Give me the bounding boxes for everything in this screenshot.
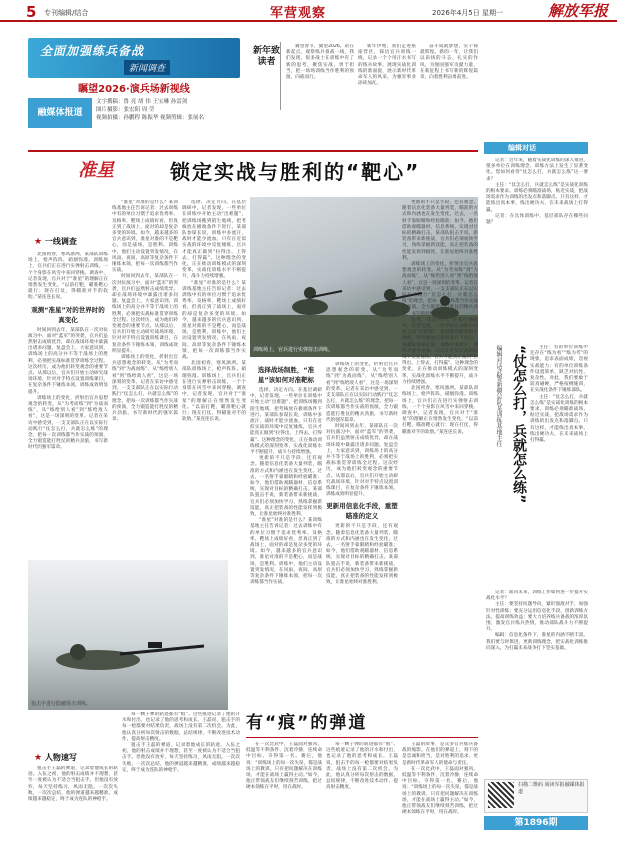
portrait-col-5: 王磊的故事，是众多官兵练兵备战的缩影。在他们的弹道上，刻下的是忠诚和担当，是对胜利的追求，更是新时代革命军人的使命与责任。 在一次比武中，王磊面对强风、低温等不利条件，沉着冷静，连续命中目标，夺得第一名。赛后，他说：“训练场上的每一次失误，都是战场上的教训。只有把问题解决在训练场，才能在战场上赢得主动。”如今，他正带领战友们继续刻苦训练，把过硬本领练在平时，用在战时。 bbox=[402, 742, 478, 816]
section-label: 专刊编辑/结合 bbox=[44, 9, 89, 17]
subhead-update: 更新用信息化手段，重塑瞄准的定义 bbox=[326, 502, 398, 521]
article-col-6: 更新的不只是手段，还有观念。随着信息化装备大量列装，瞄准的方式和内涵也在发生变化。过去，一名射手靠眼睛和经验瞄准；如今，他们借助观瞄器材、信息系统，实现对目标的精确打击。某部队狙击手说，新装备带来新挑战，官兵们必须加快学习，熟练掌握新技能，真正把装备的性能发挥到极致，让准星始终对准胜利。 训练场上的变化，折射出官兵思想观念的转变。从“为考而练”到“为战而练”，从“练给别人看”到“练给敌人看”，这是一场深刻的变革。记者在采访中感受到，一支支部队正在以实际行动践行“仗怎么打，兵就怎么练”的理念，把每一次训练都当作实战的预演，全力锻造能打胜仗的精兵劲旅，书写新时代的强军篇章。 选择，决定方向。在基层调研中，记者发现，一些单位在训练中开始主动“出难题”，把训练场搬到陌生地域，把考核放在极端条件下进行。某部队参谋长说，训练中多流汗，战时才能少流血。只有在近似实战的环境中反复锤炼，官兵才能真正做到“拉得出、上得去、打得赢”。这种理念的变化，正在推动训练模式的深刻变革，实战化训练水平不断提升，战斗力持续增强。 北国初春，寒风凛冽。某部队训练场上，枪声阵阵，硝烟弥漫。训练场上，官兵们正在进行实弹射击训练，一个个身影在风雪中来回穿梭。调查中，记者发现，官兵对于“准星”的理解正在悄然发生变化。“以前打靶，瞄准靶心就行；现在打仗，得瞄准对手的软肋。”某连连长说。 bbox=[402, 200, 478, 435]
issue-date: 2026年4月5日 星期一 bbox=[432, 9, 503, 17]
sidebar-text-top: 记者：近年来，随着实战化训练的深入推进，很多单位在训练理念、训练方法上发生了显著变化。您如何看待“仗怎么打，兵就怎么练”这一要求？ 主任：“仗怎么打，兵就怎么练”是实战化训练的根本要求。训练必须瞄准战场，贴近实战，把战场需求作为训练的出发点和落脚点。只有这样，才能练出真本事，练出硬功夫，在未来战场上打得赢。 记者：在具体训练中，基层部队存在哪些问题？ bbox=[486, 158, 588, 226]
star-icon: ★ bbox=[34, 237, 43, 247]
article-title: 锁定实战与胜利的“靶心” bbox=[170, 160, 421, 184]
sidebar-text-bottom: 记者：面向未来，训练工作如何进一步提升实战化水平？ 主任：要坚持问题导向，紧盯强敌对手，加强针对性训练；要充分运用信息化手段，创新训练方法，提高训练效益；要大力培养练兵备战的浓厚氛围，激发官兵练兵热情，推动部队战斗力不断提升。 编辑：信息化条件下，准星的内涵不断丰富。我们要与时俱进，更新训练理念，把实战化训练推向深入，为打赢未来战争打下坚实基础。 bbox=[486, 590, 588, 651]
credits bbox=[96, 98, 246, 122]
sidebar-text-mid: 主任：有的单位训练中还存在“练为看”“练为考”的现象，追求表面成绩，忽视实战能力；有的单位训练条件设置简单，缺乏对抗性、复杂性。对此，我们要敢于较真碰硬，严格按纲施训，在实战化条件下锤炼部队。 主任：“仗怎么打，兵就怎么练”是实战化训练的根本要求。训练必须瞄准战场，贴近实战，把战场需求作为训练的出发点和落脚点。只有这样，才能练出真本事，练出硬功夫，在未来战场上打得赢。 bbox=[530, 345, 588, 444]
article-col-2: “准星”对准的是什么？某训练基地主任告诉记者：过去训练中有的单位习惯于追求优秀率、及格率，靶场上成绩好看，但真正到了战场上，面对的却是复杂多变的环境。如今，越来越多的官兵意识到，准星对准的不是靶心，而是战场，是胜利。训练中，他们主动设置突发情况，在风雨、夜间、高原等复杂条件下锤炼本领，把每一次训练都当作实战。 时间回到去年，某部队在一次对抗演习中，面对“蓝军”的突袭，官兵们虽然射击成绩优异，却在战场环境中暴露出诸多问题。复盘会上，大家意识到，训练场上的高分并不等于战场上的胜利，必须把实战标准贯穿训练全过程。这次经历，成为他们转变观念的重要节点。从那以后，官兵们开始主动研究战场环境，针对对手特点设置训练课目，在复杂条件下锤炼本领，训练成效明显提升。 训练场上的变化，折射出官兵思想观念的转变。从“为考而练”到“为战而练”，从“练给别人看”到“练给敌人看”，这是一场深刻的变革。记者在采访中感受到，一支支部队正在以实际行动践行“仗怎么打，兵就怎么练”的理念，把每一次训练都当作实战的预演，全力锻造能打胜仗的精兵劲旅，书写新时代的强军篇章。 bbox=[112, 200, 178, 423]
sidebar-bar-label: 编辑对话 bbox=[508, 144, 536, 152]
credit-line: 文字撰稿：鲁 亮 胡 伟 王宝琳 孙雷剑 bbox=[96, 99, 188, 105]
series-banner bbox=[28, 38, 240, 78]
article-col-3: 选择，决定方向。在基层调研中，记者发现，一些单位在训练中开始主动“出难题”，把训练场搬到陌生地域，把考核放在极端条件下进行。某部队参谋长说，训练中多流汗，战时才能少流血。只有在近似实战的环境中反复锤炼，官兵才能真正做到“拉得出、上得去、打得赢”。这种理念的变化，正在推动训练模式的深刻变革，实战化训练水平不断提升，战斗力持续增强。 “准星”对准的是什么？某训练基地主任告诉记者：过去训练中有的单位习惯于追求优秀率、及格率，靶场上成绩好看，但真正到了战场上，面对的却是复杂多变的环境。如今，越来越多的官兵意识到，准星对准的不是靶心，而是战场，是胜利。训练中，他们主动设置突发情况，在风雨、夜间、高原等复杂条件下锤炼本领，把每一次训练都当作实战。 北国初春，寒风凛冽。某部队训练场上，枪声阵阵，硝烟弥漫。训练场上，官兵们正在进行实弹射击训练，一个个身影在风雪中来回穿梭。调查中，记者发现，官兵对于“准星”的理解正在悄然发生变化。“以前打靶，瞄准靶心就行；现在打仗，得瞄准对手的软肋。”某连连长说。 bbox=[182, 200, 246, 423]
media-report-label: 融媒体报道 bbox=[28, 98, 92, 128]
portrait-col-1: 狙击手王磊的弹道，记录着他成长的轨迹。入伍之初，他的射击成绩并不理想，甚至一度被认为不适合当狙击手。但他没有放弃，每天坚持练习，风雨无阻。一次次失败，一次次总结，他的弹道越来越精准，成绩越来越稳定，终于成为连队的神枪手。 bbox=[28, 766, 118, 803]
portrait-col-4: 每一颗子弹的轨迹都有“痕”。这些痕迹记录了他的汗水和付出，也记录了他的思考和成长。王磊说，狙击手的每一枪都要对结果负责，战场上没有第二次机会。为此，他认真分析每次射击的数据，总结规律，不断改进技术动作，提高射击精度。 bbox=[326, 742, 398, 791]
divider bbox=[246, 737, 478, 738]
subhead-choice: 选择战场制胜，“准星”该如何对准靶标 bbox=[257, 366, 315, 384]
credit-line: 视频拍摄：孙鹏程 陈振华 视频剪辑：张展名 bbox=[96, 115, 204, 121]
sidebar-vertical-title: “仗怎么打，兵就怎么练” bbox=[511, 345, 527, 504]
qr-caption: 扫描二维码 阅读军报融媒体报道 bbox=[518, 782, 585, 795]
page-header bbox=[0, 0, 617, 22]
series-headline: 瞩望2026·演兵场新视线 bbox=[78, 84, 190, 95]
sidebar-vertical-subtitle: 编辑对话武警新疆总队某训练基地主任 bbox=[495, 345, 502, 447]
sidebar-bar bbox=[484, 142, 588, 154]
qr-code-icon[interactable] bbox=[488, 782, 514, 808]
article-col-5: 训练场上的变化，折射出官兵思想观念的转变。从“为考而练”到“为战而练”，从“练给别人看”到“练给敌人看”，这是一场深刻的变革。记者在采访中感受到，一支支部队正在以实际行动践行“仗怎么打，兵就怎么练”的理念，把每一次训练都当作实战的预演，全力锻造能打胜仗的精兵劲旅，书写新时代的强军篇章。 时间回到去年，某部队在一次对抗演习中，面对“蓝军”的突袭，官兵们虽然射击成绩优异，却在战场环境中暴露出诸多问题。复盘会上，大家意识到，训练场上的高分并不等于战场上的胜利，必须把实战标准贯穿训练全过程。这次经历，成为他们转变观念的重要节点。从那以后，官兵们开始主动研究战场环境，针对对手特点设置训练课目，在复杂条件下锤炼本领，训练成效明显提升。 更新用信息化手段，重塑瞄准的定义 更新的不只是手段，还有观念。随着信息化装备大量列装，瞄准的方式和内涵也在发生变化。过去，一名射手靠眼睛和经验瞄准；如今，他们借助观瞄器材、信息系统，实现对目标的精确打击。某部队狙击手说，新装备带来新挑战，官兵们必须加快学习，熟练掌握新技能，真正把装备的性能发挥到极致，让准星始终对准胜利。 bbox=[326, 362, 398, 586]
banner-subtitle: 新闻调查 bbox=[124, 60, 170, 75]
photo-caption-sniper: 狙击手进行隐蔽射击训练。 bbox=[31, 701, 92, 707]
portrait-col-2: 每一颗子弹的轨迹都有“痕”。这些痕迹记录了他的汗水和付出，也记录了他的思考和成长。王磊说，狙击手的每一枪都要对结果负责，战场上没有第二次机会。为此，他认真分析每次射击的数据，总结规律，不断改进技术动作，提高射击精度。 狙击手王磊的弹道，记录着他成长的轨迹。入伍之初，他的射击成绩并不理想，甚至一度被认为不适合当狙击手。但他没有放弃，每天坚持练习，风雨无阻。一次次失败，一次次总结，他的弹道越来越精准，成绩越来越稳定，终于成为连队的神枪手。 bbox=[122, 712, 240, 773]
article-col-4: 选择战场制胜，“准星”该如何对准靶标 选择，决定方向。在基层调研中，记者发现，一些单位在训练中开始主动“出难题”，把训练场搬到陌生地域，把考核放在极端条件下进行。某部队参谋长说，训练中多流汗，战时才能少流血。只有在近似实战的环境中反复锤炼，官兵才能真正做到“拉得出、上得去、打得赢”。这种理念的变化，正在推动训练模式的深刻变革，实战化训练水平不断提升，战斗力持续增强。 更新的不只是手段，还有观念。随着信息化装备大量列装，瞄准的方式和内涵也在发生变化。过去，一名射手靠眼睛和经验瞄准；如今，他们借助观瞄器材、信息系统，实现对目标的精确打击。某部队狙击手说，新装备带来新挑战，官兵们必须加快学习，熟练掌握新技能，真正把装备的性能发挥到极致，让准星始终对准胜利。 “准星”对准的是什么？某训练基地主任告诉记者：过去训练中有的单位习惯于追求优秀率、及格率，靶场上成绩好看，但真正到了战场上，面对的却是复杂多变的环境。如今，越来越多的官兵意识到，准星对准的不是靶心，而是战场，是胜利。训练中，他们主动设置突发情况，在风雨、夜间、高原等复杂条件下锤炼本领，把每一次训练都当作实战。 bbox=[250, 366, 322, 586]
article-col-1: 北国初春，寒风凛冽。某部队训练场上，枪声阵阵，硝烟弥漫。训练场上，官兵们正在进行实弹射击训练，一个个身影在风雪中来回穿梭。调查中，记者发现，官兵对于“准星”的理解正在悄然发生变化。“以前打靶，瞄准靶心就行；现在打仗，得瞄准对手的软肋。”某连连长说。 观测“准星”对的世界时的真变化 时间回到去年，某部队在一次对抗演习中，面对“蓝军”的突袭，官兵们虽然射击成绩优异，却在战场环境中暴露出诸多问题。复盘会上，大家意识到，训练场上的高分并不等于战场上的胜利，必须把实战标准贯穿训练全过程。这次经历，成为他们转变观念的重要节点。从那以后，官兵们开始主动研究战场环境，针对对手特点设置训练课目，在复杂条件下锤炼本领，训练成效明显提升。 训练场上的变化，折射出官兵思想观念的转变。从“为考而练”到“为战而练”，从“练给别人看”到“练给敌人看”，这是一场深刻的变革。记者在采访中感受到，一支支部队正在以实际行动践行“仗怎么打，兵就怎么练”的理念，把每一次训练都当作实战的预演，全力锻造能打胜仗的精兵劲旅，书写新时代的强军篇章。 bbox=[28, 252, 108, 451]
section-portrait: ★ 人物速写 bbox=[34, 753, 77, 763]
issue-number: 第1896期 bbox=[484, 816, 588, 830]
banner-title: 全面加强练兵备战 bbox=[40, 44, 145, 58]
page-title: 军营观察 bbox=[270, 6, 327, 21]
sniper-illustration bbox=[28, 560, 228, 710]
new-year-col-2: 新年伊始，我们走进座座营区，探访官兵训练一线，记录一个个用汗水书写的练兵故事。展现实战化训练的新面貌，展示新时代革命军人的风采，为强军事业添砖加瓦。 bbox=[358, 44, 416, 87]
article-kicker: 准星 bbox=[78, 160, 114, 181]
portrait-col-3: 在一次比武中，王磊面对强风、低温等不利条件，沉着冷静，连续命中目标，夺得第一名。赛后，他说：“训练场上的每一次失误，都是战场上的教训。只有把问题解决在训练场，才能在战场上赢得主动。”如今，他正带领战友们继续刻苦训练，把过硬本领练在平时，用在战时。 bbox=[246, 742, 322, 791]
masthead-logo: 解放军报 bbox=[548, 2, 609, 20]
sniper-photo bbox=[28, 560, 228, 710]
new-year-col-3: 奋斗成就梦想，实干铸就辉煌。新的一年，让我们以昂扬的斗志、扎实的作风，为强国强军贡献力量，在新征程上书写新的辉煌篇章，向着胜利奋勇前进。 bbox=[420, 44, 478, 81]
section-frontline: ★ 一线调查 bbox=[34, 237, 77, 247]
page-number: 5 bbox=[26, 3, 37, 21]
photo-caption: 训练场上，官兵进行实弹射击训练。 bbox=[253, 347, 334, 353]
new-year-label: 新年致读者 bbox=[253, 42, 281, 110]
star-icon: ★ bbox=[34, 753, 43, 763]
new-year-col-1: 冀望春节，冀望2026。站在新起点，观察练兵备战一线，我们发现，很多战士在训练中有了新的思考，聚焦实战，勇于担当，把一场场训练当作胜利的预演，向战而行。 bbox=[286, 44, 354, 81]
credit-line: 图片摄影：张宏阳 周 莹 bbox=[96, 107, 155, 113]
feature-title: 有“痕”的弹道 bbox=[246, 713, 368, 733]
subhead-observe: 观测“准星”对的世界时的真变化 bbox=[31, 305, 105, 324]
